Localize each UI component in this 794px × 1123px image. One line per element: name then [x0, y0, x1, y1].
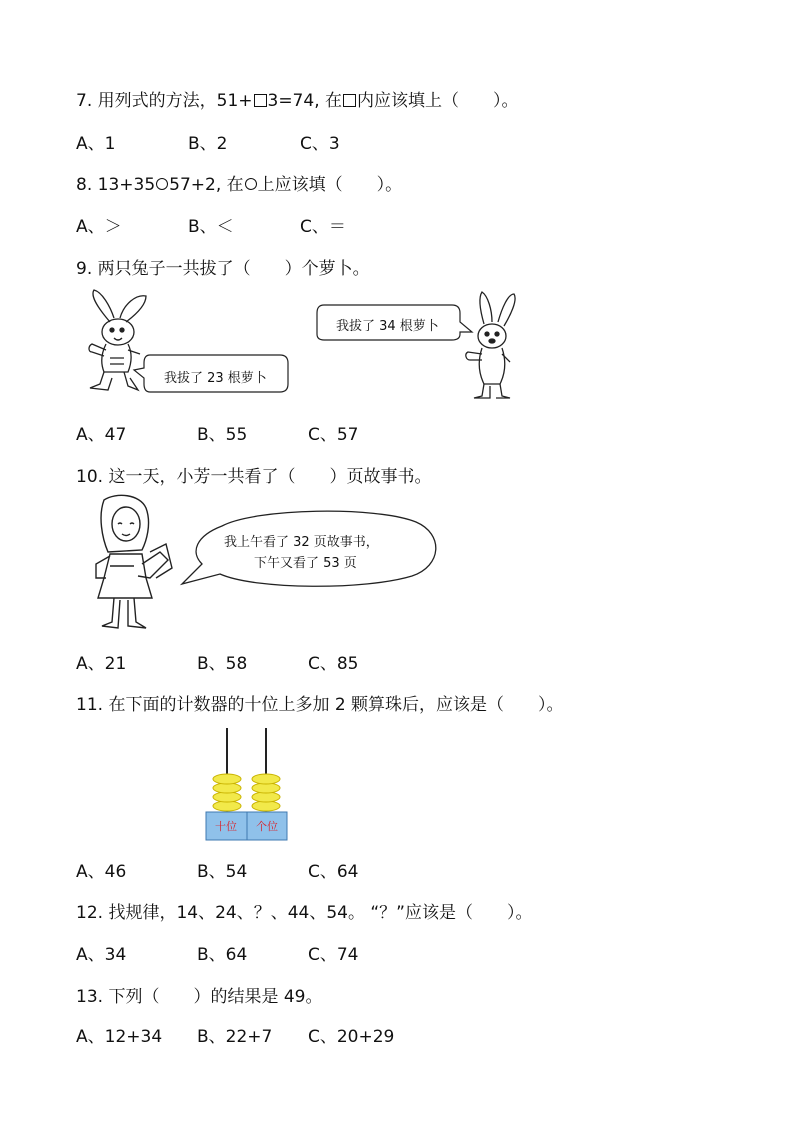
option-a: A、34	[76, 945, 127, 965]
option-b: B、2	[188, 134, 228, 154]
blank-square-icon	[254, 94, 267, 107]
blank-circle-icon	[156, 178, 168, 190]
question-text: 8. 13+35	[76, 175, 156, 195]
option-a: A、＞	[76, 217, 122, 237]
option-c: C、85	[308, 654, 359, 674]
option-c: C、57	[308, 425, 359, 445]
question-text: 7. 用列式的方法，51+	[76, 91, 253, 111]
question-text: 57+2, 在	[169, 175, 244, 195]
girl-reading-illustration	[86, 494, 176, 636]
bubble-right-text: 我拔了 34 根萝卜	[336, 319, 439, 334]
question-7	[76, 86, 519, 111]
bubble-left-text: 我拔了 23 根萝卜	[164, 371, 267, 386]
question-12: 12. 找规律，14、24、？、44、54。 “？”应该是（ ）。	[76, 903, 533, 923]
option-a: A、12+34	[76, 1027, 163, 1047]
option-a: A、47	[76, 425, 127, 445]
question-13: 13. 下列（ ）的结果是 49。	[76, 987, 323, 1007]
option-a: A、21	[76, 654, 127, 674]
bubble-line-1: 我上午看了 32 页故事书，	[224, 535, 379, 550]
question-text: 上应该填（ ）。	[257, 175, 403, 195]
option-b: B、55	[197, 425, 248, 445]
question-9: 9. 两只兔子一共拔了（ ）个萝卜。	[76, 259, 370, 279]
option-c: C、3	[300, 134, 340, 154]
option-c: C、74	[308, 945, 359, 965]
ones-label: 个位	[256, 820, 278, 833]
bubble-line-2: 下午又看了 53 页	[254, 556, 357, 571]
option-a: A、46	[76, 862, 127, 882]
ones-bead	[252, 774, 280, 784]
option-c: C、20+29	[308, 1027, 395, 1047]
question-10: 10. 这一天，小芳一共看了（ ）页故事书。	[76, 467, 432, 487]
blank-circle-icon	[245, 178, 257, 190]
option-b: B、22+7	[197, 1027, 273, 1047]
abacus-counter	[204, 726, 294, 844]
tens-label: 十位	[215, 820, 237, 833]
option-b: B、58	[197, 654, 248, 674]
question-8	[76, 170, 402, 195]
tens-bead	[213, 774, 241, 784]
question-text: 3=74, 在	[267, 91, 342, 111]
option-c: C、64	[308, 862, 359, 882]
question-text: 内应该填上（ ）。	[357, 91, 519, 111]
question-11: 11. 在下面的计数器的十位上多加 2 颗算珠后，应该是（ ）。	[76, 695, 564, 715]
blank-square-icon	[343, 94, 356, 107]
option-b: B、54	[197, 862, 248, 882]
rabbit-right-illustration	[462, 290, 522, 402]
option-a: A、1	[76, 134, 116, 154]
option-c: C、＝	[300, 217, 346, 237]
option-b: B、＜	[188, 217, 234, 237]
option-b: B、64	[197, 945, 248, 965]
